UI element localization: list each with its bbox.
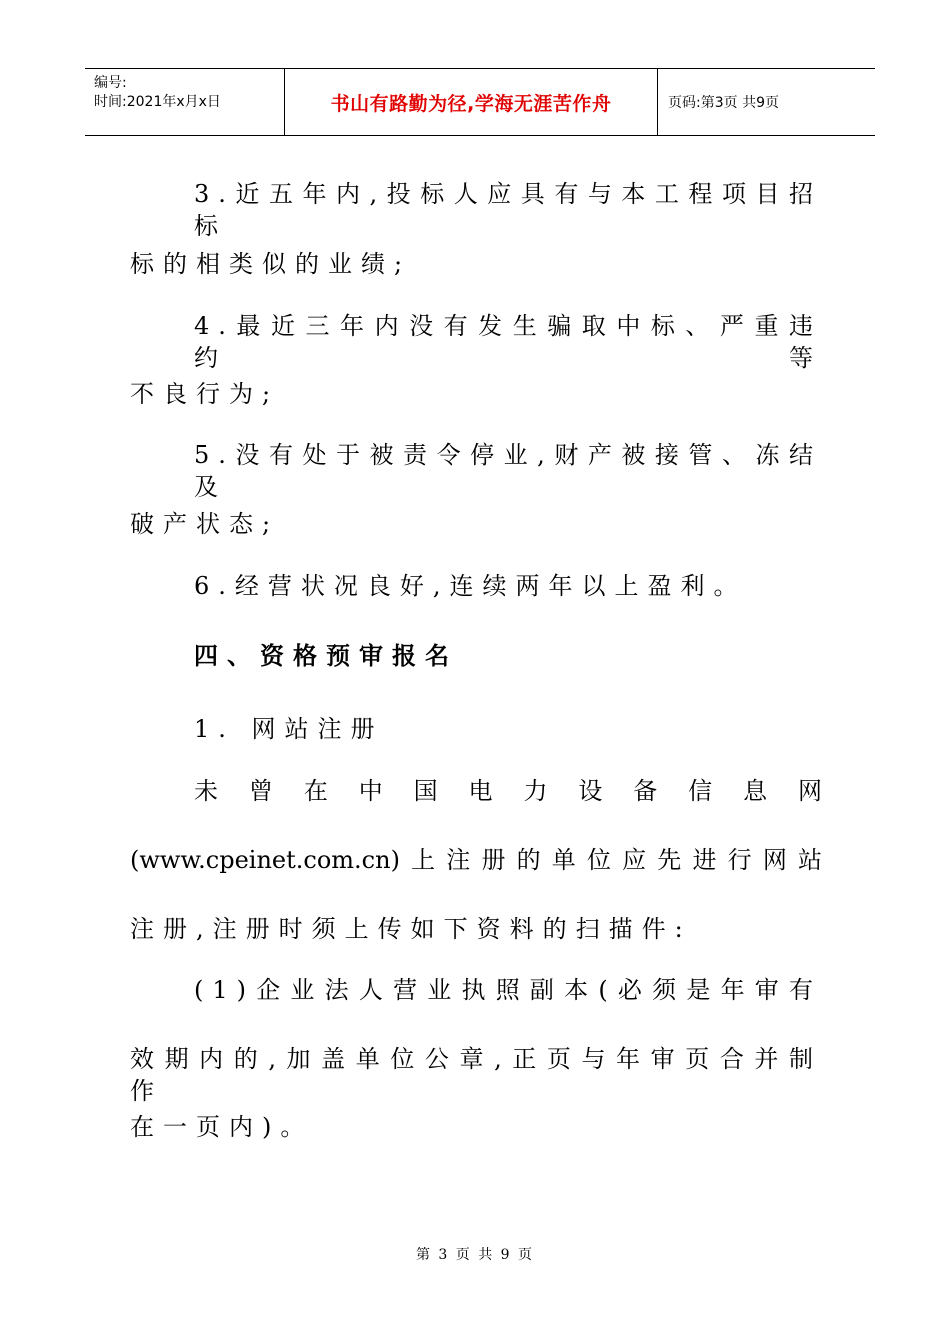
body-line-12: 注册,注册时须上传如下资料的扫描件:	[130, 915, 692, 943]
body-line-1: 3.近五年内,投标人应具有与本工程项目招标	[194, 180, 822, 240]
section-heading: 四、资格预审报名	[194, 641, 458, 670]
document-date: 时间:2021年x月x日	[94, 94, 221, 110]
page-footer: 第 3 页 共 9 页	[415, 1247, 535, 1263]
body-line-5: 5.没有处于被责令停业,财产被接管、冻结及	[194, 441, 822, 501]
page-header	[85, 68, 875, 136]
body-line-3: 4.最近三年内没有发生骗取中标、严重违约等	[194, 312, 822, 372]
document-number-label: 编号:	[94, 75, 127, 91]
body-line-15: 在一页内)。	[130, 1113, 314, 1141]
body-line-7: 6.经营状况良好,连续两年以上盈利。	[194, 572, 747, 600]
body-line-2: 标的相类似的业绩;	[130, 250, 412, 278]
body-line-10: 未曾在中国电力设备信息网	[194, 777, 822, 805]
header-page-cell	[658, 69, 875, 135]
body-line-6: 破产状态;	[130, 510, 280, 538]
header-motto-cell	[285, 69, 658, 135]
header-meta-cell	[85, 69, 285, 135]
header-motto: 书山有路勤为径,学海无涯苦作舟	[330, 92, 612, 115]
body-line-13: (1)企业法人营业执照副本(必须是年审有	[194, 976, 822, 1004]
body-line-14: 效期内的,加盖单位公章,正页与年审页合并制作	[130, 1045, 822, 1105]
header-page-info: 页码:第3页 共9页	[668, 95, 779, 111]
body-line-11: (www.cpeinet.com.cn)上注册的单位应先进行网站	[130, 846, 822, 874]
subsection-heading: 1. 网站注册	[194, 715, 384, 743]
body-line-4: 不良行为;	[130, 380, 280, 408]
